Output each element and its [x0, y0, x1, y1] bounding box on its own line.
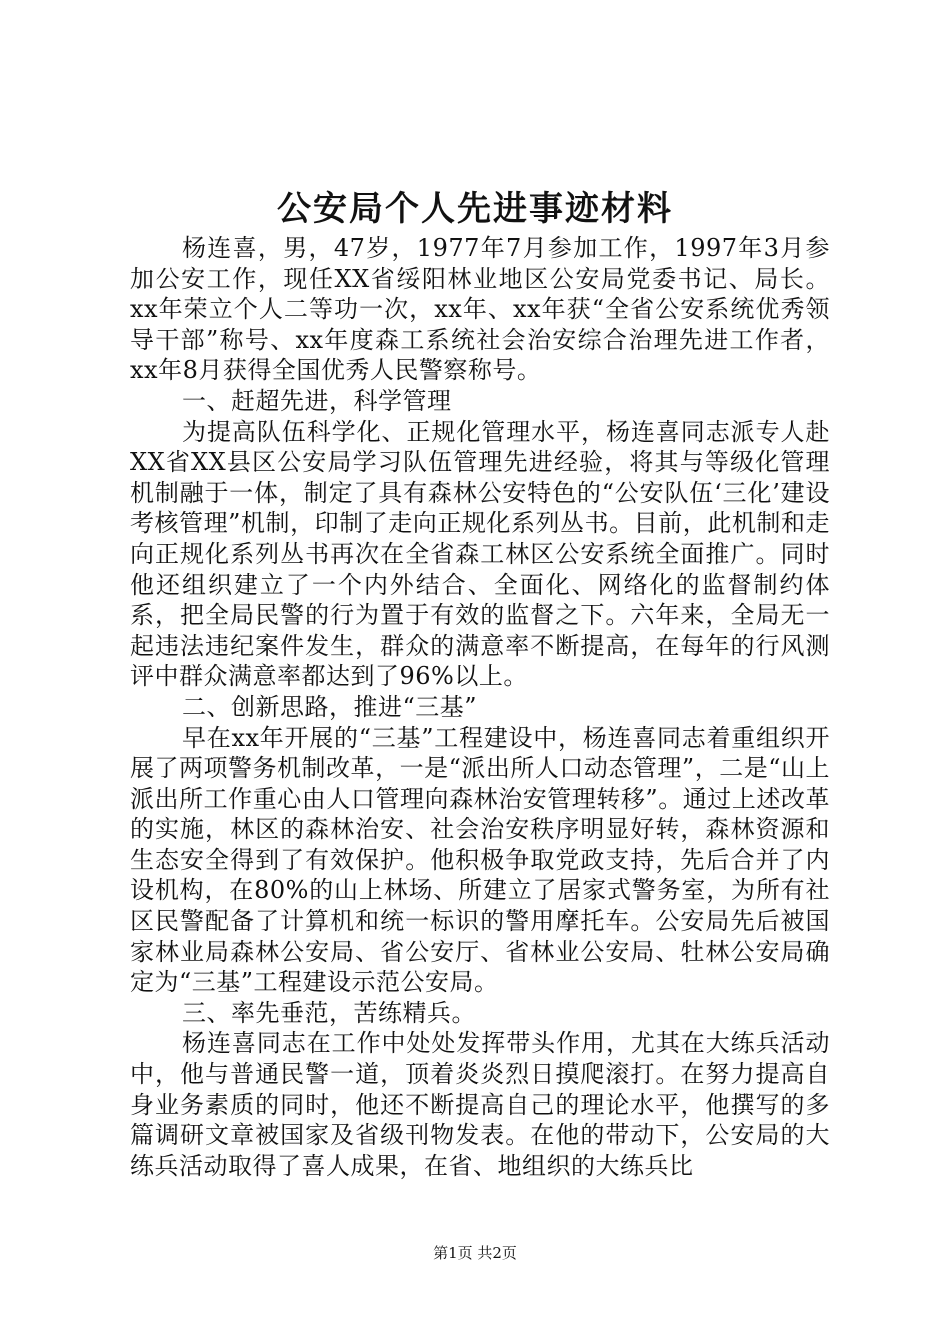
page-number-footer: 第1页 共2页	[433, 1244, 517, 1262]
section-heading-1: 一、赶超先进，科学管理	[182, 386, 452, 415]
paragraph-intro: 杨连喜，男，47岁，1977年7月参加工作，1997年3月参加公安工作，现任XX省绥阳林业地区公安局党委书记、局长。xx年荣立个人二等功一次，xx年、xx年获“全省公安系统优秀领导干部”称号、xx年度森工系统社会治安综合治理先进工作者，xx年8月获得全国优秀人民警察称号。	[130, 234, 830, 385]
paragraph-section-3: 杨连喜同志在工作中处处发挥带头作用，尤其在大练兵活动中，他与普通民警一道，顶着炎炎烈日摸爬滚打。在努力提高自身业务素质的同时，他还不断提高自己的理论水平，他撰写的多篇调研文章被国家及省级刊物发表。在他的带动下，公安局的大练兵活动取得了喜人成果，在省、地组织的大练兵比	[130, 1029, 830, 1180]
paragraph-section-1: 为提高队伍科学化、正规化管理水平，杨连喜同志派专人赴XX省XX县区公安局学习队伍管理先进经验，将其与等级化管理机制融于一体，制定了具有森林公安特色的“公安队伍‘三化’建设考核管理”机制，印制了走向正规化系列丛书。目前，此机制和走向正规化系列丛书再次在全省森工林区公安系统全面推广。同时他还组织建立了一个内外结合、全面化、网络化的监督制约体系，把全局民警的行为置于有效的监督之下。六年来，全局无一起违法违纪案件发生，群众的满意率不断提高，在每年的行风测评中群众满意率都达到了96%以上。	[130, 417, 830, 691]
paragraph-section-2: 早在xx年开展的“三基”工程建设中，杨连喜同志着重组织开展了两项警务机制改革，一是“派出所人口动态管理”，二是“山上派出所工作重心由人口管理向森林治安管理转移”。通过上述改革的实施，林区的森林治安、社会治安秩序明显好转，森林资源和生态安全得到了有效保护。他积极争取党政支持，先后合并了内设机构，在80%的山上林场、所建立了居家式警务室，为所有社区民警配备了计算机和统一标识的警用摩托车。公安局先后被国家林业局森林公安局、省公安厅、省林业公安局、牡林公安局确定为“三基”工程建设示范公安局。	[130, 723, 830, 997]
section-heading-2: 二、创新思路，推进“三基”	[182, 692, 478, 721]
document-title: 公安局个人先进事迹材料	[277, 189, 673, 229]
document-body	[130, 233, 830, 1181]
section-heading-3: 三、率先垂范，苦练精兵。	[182, 998, 476, 1027]
